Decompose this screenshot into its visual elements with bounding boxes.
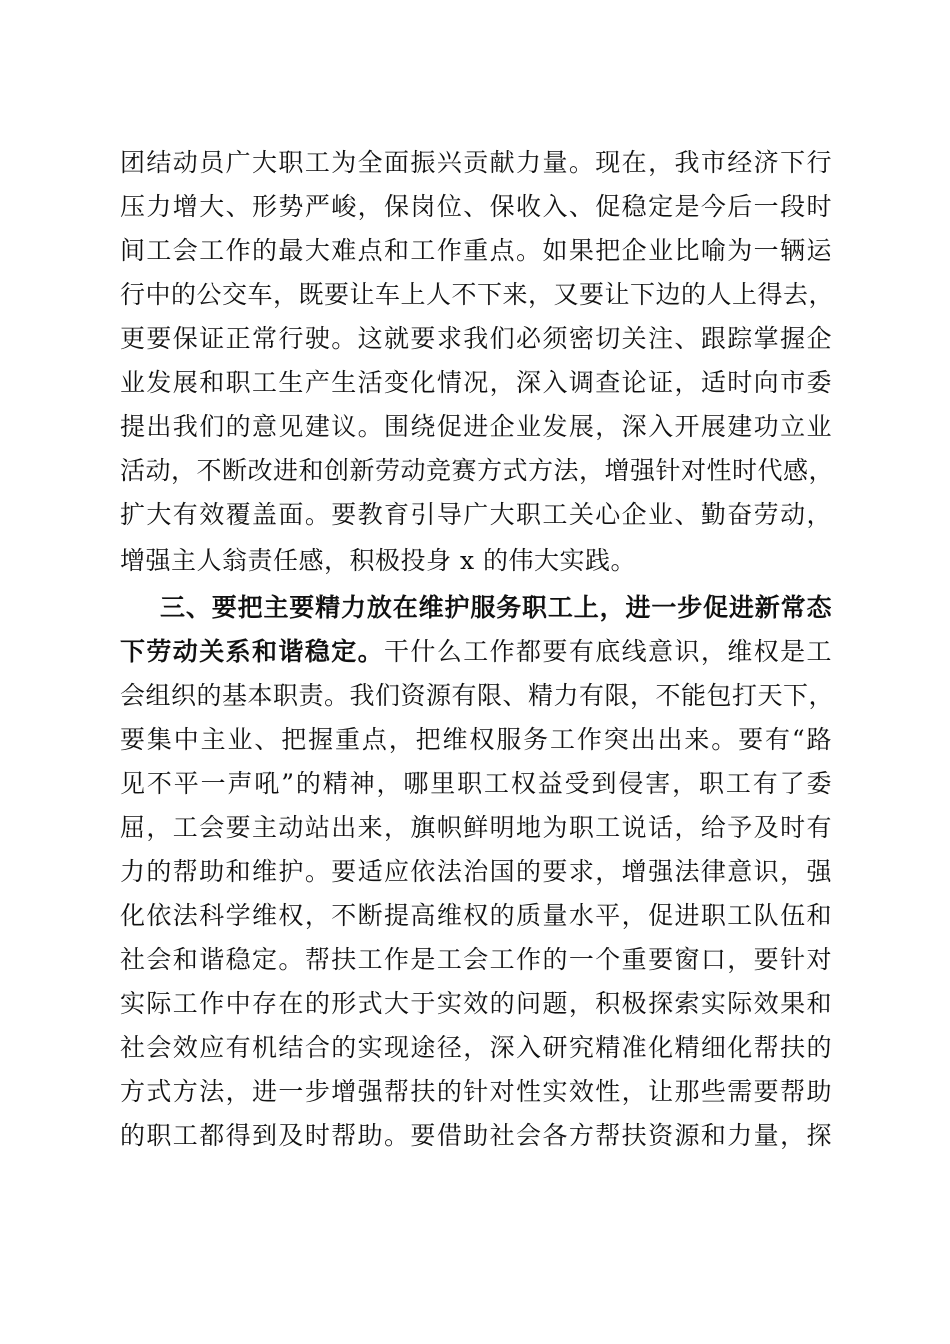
text-line: 压力增大、形势严峻，保岗位、保收入、促稳定是今后一段时 bbox=[120, 192, 832, 221]
text-fragment: 干什么工作都要有底线意识，维权是工 bbox=[384, 637, 832, 666]
text-line: 活动，不断改进和创新劳动竞赛方式方法，增强针对性时代感， bbox=[120, 456, 835, 485]
text-line: 会组织的基本职责。我们资源有限、精力有限，不能包打天下， bbox=[120, 681, 835, 710]
text-line: 更要保证正常行驶。这就要求我们必须密切关注、跟踪掌握企 bbox=[120, 324, 832, 353]
text-line: 屈，工会要主动站出来，旗帜鲜明地为职工说话，给予及时有 bbox=[120, 813, 832, 842]
text-line: 要集中主业、把握重点，把维权服务工作突出出来。要有“路 bbox=[120, 725, 832, 754]
text-line: 团结动员广大职工为全面振兴贡献力量。现在，我市经济下行 bbox=[120, 148, 832, 177]
text-line: 化依法科学维权，不断提高维权的质量水平，促进职工队伍和 bbox=[120, 901, 832, 930]
section-heading-continuation: 下劳动关系和谐稳定。 bbox=[120, 637, 385, 666]
text-line: 社会效应有机结合的实现途径，深入研究精准化精细化帮扶的 bbox=[120, 1033, 832, 1062]
text-line: 业发展和职工生产生活变化情况，深入调查论证，适时向市委 bbox=[120, 368, 832, 397]
text-line: 社会和谐稳定。帮扶工作是工会工作的一个重要窗口，要针对 bbox=[120, 945, 832, 974]
text-line: 行中的公交车，既要让车上人不下来，又要让下边的人上得去， bbox=[120, 280, 835, 309]
text-line-mixed bbox=[120, 632, 832, 672]
section-heading: 三、要把主要精力放在维护服务职工上，进一步促进新常态 bbox=[160, 593, 832, 622]
text-line: 方式方法，进一步增强帮扶的针对性实效性，让那些需要帮助 bbox=[120, 1077, 832, 1106]
text-line: 间工会工作的最大难点和工作重点。如果把企业比喻为一辆运 bbox=[120, 236, 832, 265]
text-line: 增强主人翁责任感，积极投身 x 的伟大实践。 bbox=[120, 546, 636, 575]
text-line: 见不平一声吼”的精神，哪里职工权益受到侵害，职工有了委 bbox=[120, 769, 832, 798]
text-line: 实际工作中存在的形式大于实效的问题，积极探索实际效果和 bbox=[120, 989, 832, 1018]
text-line: 扩大有效覆盖面。要教育引导广大职工关心企业、勤奋劳动， bbox=[120, 500, 832, 529]
text-line: 提出我们的意见建议。围绕促进企业发展，深入开展建功立业 bbox=[120, 412, 832, 441]
text-line: 的职工都得到及时帮助。要借助社会各方帮扶资源和力量，探 bbox=[120, 1121, 832, 1150]
text-line: 力的帮助和维护。要适应依法治国的要求，增强法律意识，强 bbox=[120, 857, 832, 886]
